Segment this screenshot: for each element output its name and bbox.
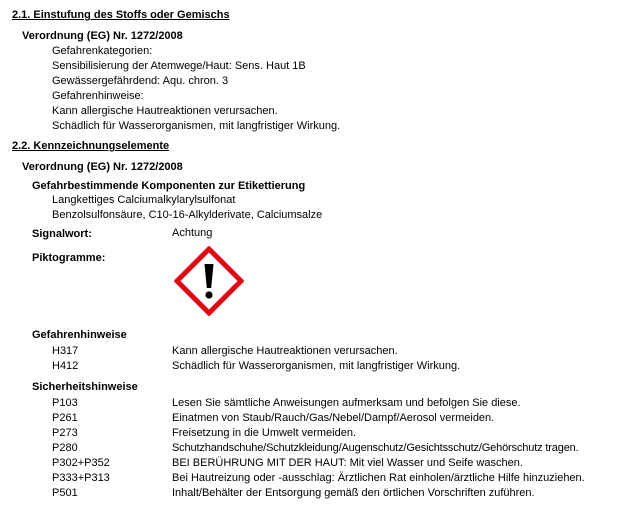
pictograms-label: Piktogramme: [32,252,106,264]
component-item: Langkettiges Calciumalkylarylsulfonat [52,194,236,206]
hazard-text: Kann allergische Hautreaktionen verursachen. [172,345,398,357]
safety-statements-heading: Sicherheitshinweise [32,381,138,393]
section-2-1-heading: 2.1. Einstufung des Stoffs oder Gemischs [12,9,230,21]
signal-word-label: Signalwort: [32,228,92,240]
safety-text: Inhalt/Behälter der Entsorgung gemäß den örtlichen Vorschriften zuführen. [172,487,535,499]
exclamation-mark-ghs07-icon [174,246,244,316]
safety-code: P501 [52,487,78,499]
safety-text: Bei Hautreizung oder -ausschlag: Ärztlichen Rat einholen/ärztliche Hilfe hinzuziehen. [172,472,585,484]
regulation-title-2-2: Verordnung (EG) Nr. 1272/2008 [22,161,183,173]
hazard-code: H412 [52,360,79,372]
classification-line: Gefahrenkategorien: [52,45,153,57]
safety-code: P103 [52,397,78,409]
safety-text: Einatmen von Staub/Rauch/Gas/Nebel/Dampf/Aerosol vermeiden. [172,412,495,424]
classification-line: Schädlich für Wasserorganismen, mit langfristiger Wirkung. [52,120,341,132]
component-item: Benzolsulfonsäure, C10-16-Alkylderivate, Calciumsalze [52,209,323,221]
hazard-statements-heading: Gefahrenhinweise [32,329,127,341]
regulation-title-2-1: Verordnung (EG) Nr. 1272/2008 [22,30,183,42]
safety-code: P273 [52,427,78,439]
safety-text: Lesen Sie sämtliche Anweisungen aufmerksam und befolgen Sie diese. [172,397,521,409]
safety-text: BEI BERÜHRUNG MIT DER HAUT: Mit viel Wasser und Seife waschen. [172,457,523,469]
classification-line: Gewässergefährdend: Aqu. chron. 3 [52,75,229,87]
safety-text: Freisetzung in die Umwelt vermeiden. [172,427,357,439]
safety-code: P333+P313 [52,472,110,484]
safety-code: P280 [52,442,78,454]
safety-code: P302+P352 [52,457,110,469]
hazard-text: Schädlich für Wasserorganismen, mit langfristiger Wirkung. [172,360,461,372]
safety-code: P261 [52,412,78,424]
safety-text: Schutzhandschuhe/Schutzkleidung/Augenschutz/Gesichtsschutz/Gehörschutz tragen. [172,442,579,454]
signal-word-value: Achtung [172,227,213,239]
hazard-code: H317 [52,345,79,357]
components-heading: Gefahrbestimmende Komponenten zur Etikettierung [32,180,306,192]
section-2-2-heading: 2.2. Kennzeichnungselemente [12,140,170,152]
classification-line: Sensibilisierung der Atemwege/Haut: Sens. Haut 1B [52,60,306,72]
classification-line: Gefahrenhinweise: [52,90,144,102]
classification-line: Kann allergische Hautreaktionen verursachen. [52,105,278,117]
